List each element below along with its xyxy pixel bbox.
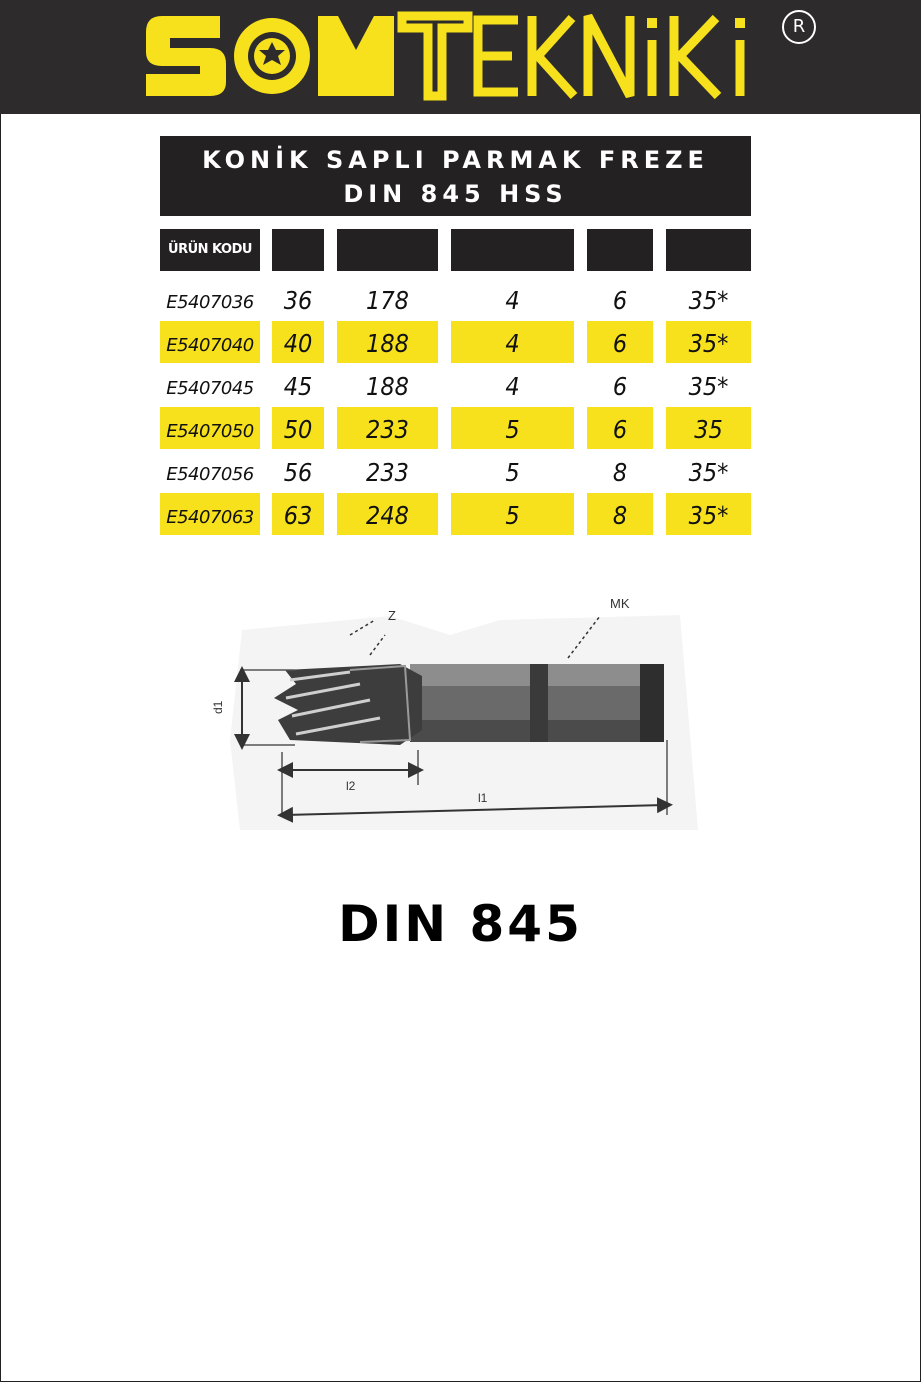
registered-mark: R [782,10,816,44]
value-l1: 248 [366,501,409,530]
value-z: 6 [612,329,628,358]
cell-mk [451,450,574,492]
cell-l2 [666,364,751,406]
product-code: E5407063 [166,507,254,528]
logo-graphic [140,10,790,106]
header-cell-mk [451,229,574,271]
product-title: KONİK SAPLI PARMAK FREZE [202,146,709,174]
value-mk: 4 [505,286,520,315]
cell-product-code [160,364,260,406]
label-l1: l1 [478,791,488,805]
product-code: E5407050 [166,421,254,442]
label-mk: MK [610,596,630,611]
value-l2: 35* [688,501,729,530]
cell-l1 [337,450,438,492]
product-code: E5407040 [166,335,254,356]
cell-l2 [666,493,751,535]
cell-product-code [160,493,260,535]
value-z: 6 [612,372,628,401]
header-cell-z [587,229,653,271]
cell-l1 [337,278,438,320]
value-l2: 35* [688,286,729,315]
label-l2: l2 [346,779,356,793]
value-z: 6 [612,286,628,315]
end-mill-diagram [200,580,710,830]
cell-mk [451,407,574,449]
table-row [0,321,921,363]
value-d1: 56 [283,458,313,487]
table-row [0,493,921,535]
value-d1: 36 [283,286,313,315]
table-row [0,278,921,320]
header-cell-l1 [337,229,438,271]
value-l1: 233 [366,458,409,487]
table-row [0,364,921,406]
product-code: E5407036 [166,292,254,313]
value-l1: 178 [366,286,409,315]
cell-z [587,321,653,363]
cell-z [587,450,653,492]
header-cell-l2 [666,229,751,271]
value-mk: 4 [505,329,520,358]
cell-mk [451,364,574,406]
value-mk: 5 [505,501,520,530]
cell-mk [451,321,574,363]
value-l2: 35 [694,415,723,444]
cell-product-code [160,407,260,449]
title-box [160,136,751,216]
cell-l1 [337,321,438,363]
cell-l1 [337,493,438,535]
cell-l2 [666,321,751,363]
cutter-drawing [200,580,710,835]
cell-l1 [337,364,438,406]
cell-product-code [160,450,260,492]
product-standard: DIN 845 HSS [343,180,568,208]
value-mk: 5 [505,458,520,487]
value-z: 6 [612,415,628,444]
value-l2: 35* [688,329,729,358]
value-l1: 188 [366,329,409,358]
cell-l2 [666,407,751,449]
value-mk: 4 [505,372,520,401]
cell-z [587,493,653,535]
cell-mk [451,493,574,535]
cell-z [587,278,653,320]
value-mk: 5 [505,415,520,444]
cell-d1 [272,364,324,406]
label-z: Z [388,608,396,623]
value-z: 8 [612,458,628,487]
cell-product-code [160,278,260,320]
value-d1: 40 [283,329,313,358]
somteknik-logo [140,10,790,111]
label-d1: d1 [211,700,225,714]
header-cell-d1 [272,229,324,271]
value-d1: 63 [283,501,313,530]
cell-d1 [272,407,324,449]
cell-d1 [272,278,324,320]
cell-l2 [666,278,751,320]
product-code: E5407056 [166,464,254,485]
brand-header [0,0,921,114]
value-l2: 35* [688,372,729,401]
value-d1: 45 [283,372,313,401]
cell-l1 [337,407,438,449]
table-row [0,450,921,492]
cell-d1 [272,493,324,535]
value-z: 8 [612,501,628,530]
value-l1: 188 [366,372,409,401]
value-l2: 35* [688,458,729,487]
table-row [0,407,921,449]
din-standard-label: DIN 845 [338,895,583,953]
value-d1: 50 [283,415,313,444]
cell-mk [451,278,574,320]
cell-z [587,407,653,449]
cell-d1 [272,321,324,363]
cell-product-code [160,321,260,363]
product-code: E5407045 [166,378,254,399]
header-cell-code [160,229,260,271]
cell-d1 [272,450,324,492]
header-label-code: ÜRÜN KODU [168,242,252,257]
cell-z [587,364,653,406]
cell-l2 [666,450,751,492]
value-l1: 233 [366,415,409,444]
